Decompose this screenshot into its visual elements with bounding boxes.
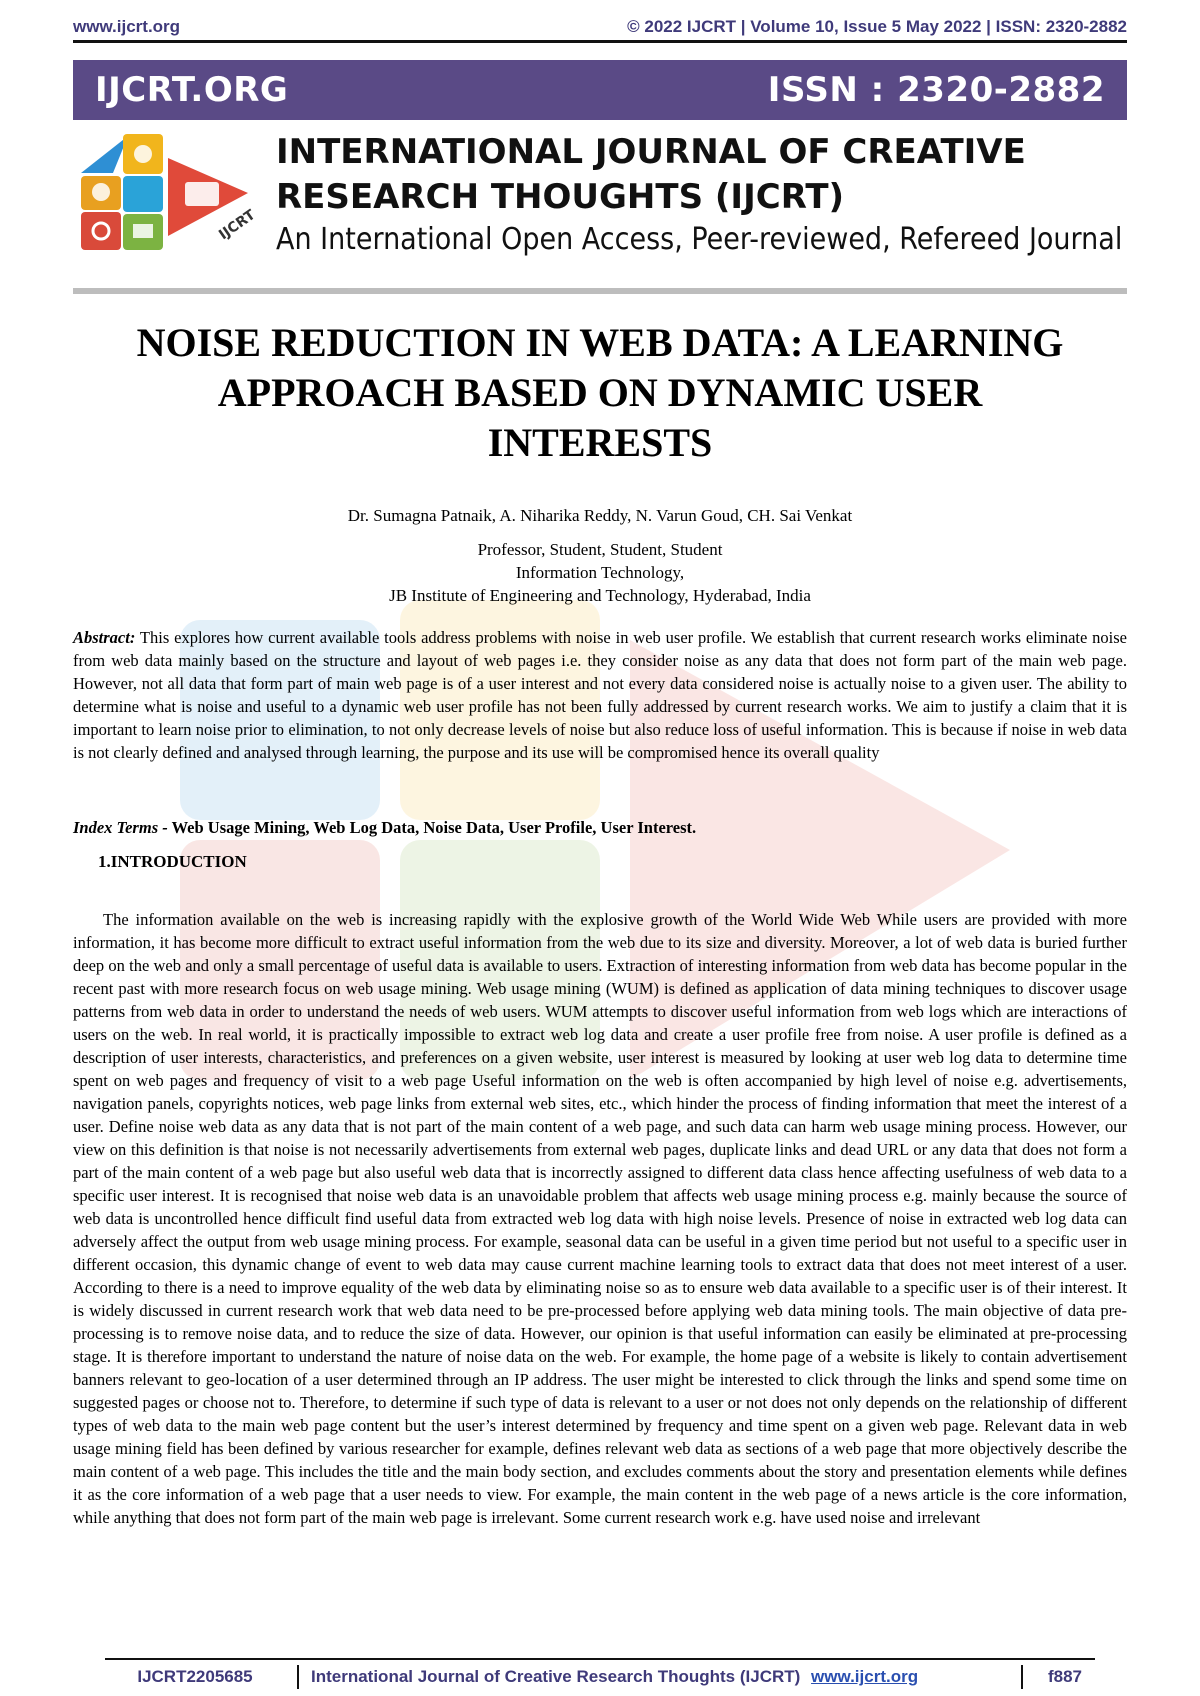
paper-title-line-2: APPROACH BASED ON DYNAMIC USER: [217, 370, 983, 415]
footer-separator: [1021, 1665, 1023, 1689]
issue-info: © 2022 IJCRT | Volume 10, Issue 5 May 2022 | ISSN: 2320-2882: [627, 17, 1127, 36]
author-roles: Professor, Student, Student, Student: [477, 540, 723, 559]
banner-issn: ISSN : 2320-2882: [767, 70, 1105, 110]
paper-title-line-1: NOISE REDUCTION IN WEB DATA: A LEARNING: [136, 320, 1064, 365]
site-url[interactable]: www.ijcrt.org: [73, 17, 181, 36]
svg-text:IJCRT: IJCRT: [216, 206, 259, 244]
paper-title: [73, 318, 1127, 468]
footer-divider: [105, 1658, 1095, 1660]
author-list: Dr. Sumagna Patnaik, A. Niharika Reddy, N. Varun Goud, CH. Sai Venkat: [347, 506, 853, 525]
abstract-text: This explores how current available tools address problems with noise in web user profile. We establish that current research works eliminate noise from web data mainly based on the structure and layout of web pages i.e. they consider noise as any data that does not form part of the main web page. However, not all data that form part of main web page is of a user interest and not every data considered noise is actually noise to a given user. The ability to determine what is noise and useful to a dynamic web user profile has not been fully addressed by current research works. We aim to justify a claim that it is important to learn noise prior to elimination, to not only decrease levels of noise but also reduce loss of useful information. This is because if noise in web data is not clearly defined and analysed through learning, the purpose and its use will be compromised hence its overall quality: [73, 628, 1128, 762]
journal-title-line-2: RESEARCH THOUGHTS (IJCRT): [276, 177, 845, 217]
institute: JB Institute of Engineering and Technology, Hyderabad, India: [389, 586, 811, 605]
journal-banner: [73, 60, 1127, 120]
page-number: f887: [1047, 1667, 1083, 1686]
footer-separator: [297, 1665, 299, 1689]
running-header: [73, 14, 1127, 40]
banner-site-name: IJCRT.ORG: [95, 70, 289, 110]
index-terms-label: Index Terms -: [73, 818, 168, 837]
introduction-paragraph: The information available on the web is increasing rapidly with the explosive growth of the World Wide Web While users are provided with more information, it has become more difficult to extract useful information from the web due to its size and diversity. Moreover, a lot of web data is buried further deep on the web and only a small percentage of useful data is available to users. Extraction of interesting information from web data has become popular in the recent past with more research focus on web usage mining. Web usage mining (WUM) is defined as application of data mining techniques to discover usage patterns from web data in order to understand the needs of web users. WUM attempts to discover useful information from web logs which are interactions of users on the web. In real world, it is practically impossible to extract web log data and create a user profile free from noise. A user profile is defined as a description of user interests, characteristics, and preferences on a given website, user interest is measured by looking at user web log data to determine time spent on web pages and frequency of visit to a web page Useful information on the web is often accompanied by high level of noise e.g. advertisements, navigation panels, copyrights notices, web page links from external web sites, etc., which hinder the process of finding information that meet the interest of a user. Define noise web data as any data that is not part of the main content of a web page, and such data can harm web usage mining process. However, our view on this definition is that noise is not necessarily advertisements from external web pages, duplicate links and dead URL or any data that does not form a part of the main content of a web page but also useful web data that is incorrectly assigned to different data class hence affecting usefulness of web data to a specific user interest. It is recognised that noise web data is an unavoidable problem that affects web usage mining process e.g. mainly because the source of web data is uncontrolled hence difficult find useful data from extracted web log data with high noise levels. Presence of noise in extracted web log data can adversely affect the output from web usage mining process. For example, seasonal data can be useful in a given time period but not useful to a specific user in different occasion, this dynamic change of event to web data may cause current machine learning tools to extract data that does not meet interest of a user. According to there is a need to improve equality of the web data by eliminating noise so as to ensure web data available to a specific user is of their interest. It is widely discussed in current research work that web data need to be pre-processed before applying web data mining tools. The main objective of data pre-processing is to remove noise data, and to reduce the size of data. However, our opinion is that useful information can easily be eliminated at pre-processing stage. It is therefore important to understand the nature of noise data on the web. For example, the home page of a website is likely to contain advertisement banners relevant to geo-location of a user determined through an IP address. The user might be interested to click through the links and spend some time on suggested pages or choose not to. Therefore, to determine if such type of data is relevant to a user or not does not only depends on the relationship of different types of web data to the main web page content but the user’s interest determined by frequency and time spent on a given web page. Relevant data in web usage mining field has been defined by various researcher for example, defines relevant web data as sections of a web page that more objectively describe the main content of a web page. This includes the title and the main body section, and excludes comments about the story and presentation elements while defines it as the core information of a web page that a user needs to view. For example, the main content in the web page of a news article is the core information, while anything that does not form part of the main web page is irrelevant. Some current research work e.g. have used noise and irrelevant: [73, 910, 1127, 1527]
index-terms-text: Web Usage Mining, Web Log Data, Noise Data, User Profile, User Interest.: [171, 818, 697, 837]
abstract: [73, 626, 1127, 764]
journal-title: [276, 130, 1136, 220]
article-id: IJCRT2205685: [137, 1667, 253, 1686]
abstract-label: Abstract:: [73, 628, 136, 647]
footer-journal: [311, 1667, 1009, 1687]
paper-title-line-3: INTERESTS: [487, 420, 713, 465]
index-terms: [73, 816, 1127, 839]
affiliation-block: [73, 538, 1127, 607]
footer-url-link[interactable]: www.ijcrt.org: [811, 1667, 919, 1686]
header-divider: [73, 40, 1127, 43]
footer-journal-name: International Journal of Creative Research Thoughts (IJCRT): [311, 1667, 801, 1686]
masthead-divider: [73, 288, 1127, 294]
ijcrt-logo-icon: [73, 128, 273, 258]
running-footer: [105, 1664, 1095, 1690]
journal-title-line-1: INTERNATIONAL JOURNAL OF CREATIVE: [276, 132, 1026, 172]
journal-subtitle: An International Open Access, Peer-reviewed, Refereed Journal: [276, 222, 1123, 257]
department: Information Technology,: [515, 563, 685, 582]
section-heading-introduction: 1.INTRODUCTION: [98, 852, 247, 871]
